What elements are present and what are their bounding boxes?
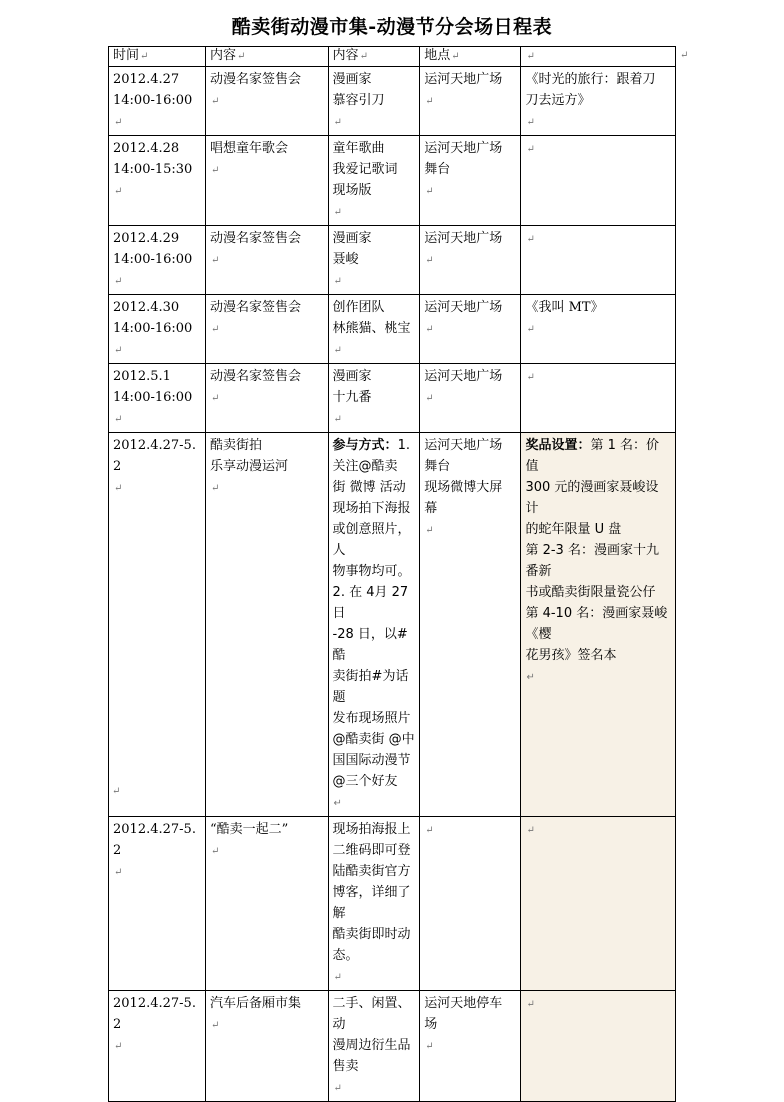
- cell-line: 唱想童年歌会: [209, 141, 288, 156]
- table-row: [109, 226, 676, 295]
- cell-line: 运河天地广场: [424, 141, 503, 156]
- cell-detail: [328, 364, 420, 433]
- cell-line: 2012.4.27-5.2: [113, 438, 196, 474]
- cell-line: 2. 在 4月 27日: [332, 585, 409, 621]
- cell-note: [521, 364, 676, 433]
- cell-line: 300 元的漫画家聂峻设计: [525, 480, 659, 516]
- cell-line: 发布现场照片: [332, 711, 411, 726]
- paragraph-mark: ↵: [333, 207, 342, 218]
- paragraph-mark: ↵: [114, 276, 123, 287]
- paragraph-mark: ↵: [526, 999, 535, 1010]
- cell-line: 现场拍下海报: [332, 501, 411, 516]
- note-label: 奖品设置：: [525, 438, 591, 453]
- paragraph-mark: ↵: [425, 186, 434, 197]
- cell-line: 第 2-3 名：漫画家十九番新: [525, 543, 659, 579]
- paragraph-mark: ↵: [333, 345, 342, 356]
- paragraph-mark: ↵: [114, 345, 123, 356]
- cell-line: 场: [424, 1017, 438, 1032]
- cell-line: 物事物均可。: [332, 564, 411, 579]
- cell-line: 十九番: [332, 390, 372, 405]
- cell-location: [420, 67, 521, 136]
- cell-line: 博客，详细了解: [332, 885, 411, 921]
- cell-line: 14:00-16:00: [113, 390, 193, 405]
- cell-line: 2012.4.28: [113, 141, 180, 156]
- cell-line: 创作团队: [332, 300, 385, 315]
- cell-line: 2012.5.1: [113, 369, 171, 384]
- paragraph-mark: ↵: [333, 972, 342, 983]
- cell-location: [420, 295, 521, 364]
- cell-detail: [328, 433, 420, 817]
- cell-line: 林熊猫、桃宝: [332, 321, 411, 336]
- paragraph-mark: ↵: [526, 825, 535, 836]
- cell-line: 运河天地停车: [424, 996, 503, 1011]
- cell-detail: [328, 295, 420, 364]
- cell-line: 陆酷卖街官方: [332, 864, 411, 879]
- paragraph-mark: ↵: [526, 324, 535, 335]
- cell-line: 第 4-10 名：漫画家聂峻《樱: [525, 606, 668, 642]
- cell-line: 2012.4.27: [113, 72, 180, 87]
- paragraph-mark: ↵: [114, 867, 123, 878]
- paragraph-mark: ↵: [425, 525, 434, 536]
- cell-line: 运河天地广场: [424, 300, 503, 315]
- cell-line: 街 微博 活动: [332, 480, 406, 495]
- cell-note: [521, 136, 676, 226]
- cell-line: 舞台: [424, 459, 451, 474]
- paragraph-mark: ↵: [425, 255, 434, 266]
- cell-line: 2012.4.30: [113, 300, 180, 315]
- header-time: 时间↵: [109, 47, 206, 67]
- table-row: [109, 67, 676, 136]
- table-row: [109, 136, 676, 226]
- paragraph-mark: ↵: [114, 483, 123, 494]
- paragraph-mark: ↵: [526, 372, 535, 383]
- paragraph-mark: ↵: [114, 186, 123, 197]
- paragraph-mark: ↵: [425, 825, 434, 836]
- cell-line: 态。: [332, 948, 359, 963]
- cell-line: 国国际动漫节: [332, 753, 411, 768]
- cell-note: [521, 817, 676, 991]
- cell-time: [109, 364, 206, 433]
- paragraph-mark: ↵: [425, 1041, 434, 1052]
- cell-line: 花男孩》签名本: [525, 648, 617, 663]
- cell-content: [205, 136, 328, 226]
- table-row: [109, 433, 676, 817]
- paragraph-mark: ↵: [526, 234, 535, 245]
- cell-line: 酷卖街拍: [209, 438, 262, 453]
- cell-line: 乐享动漫运河: [209, 459, 288, 474]
- cell-content: [205, 364, 328, 433]
- cell-line: 幕: [424, 501, 438, 516]
- page-title: 酷卖街动漫市集-动漫节分会场日程表: [231, 16, 553, 38]
- paragraph-mark: ↵: [333, 798, 342, 809]
- cell-line: 1. 关注@酷卖: [332, 438, 410, 474]
- paragraph-mark: ↵: [333, 117, 342, 128]
- cell-note: [521, 433, 676, 817]
- paragraph-mark: ↵: [333, 1083, 342, 1094]
- cell-line: 售卖: [332, 1059, 359, 1074]
- paragraph-mark: ↵: [526, 672, 535, 683]
- cell-line: 卖街拍#为话题: [332, 669, 409, 705]
- cell-time: [109, 817, 206, 991]
- cell-line: 2012.4.27-5.2: [113, 822, 196, 858]
- cell-detail: [328, 817, 420, 991]
- cell-location: [420, 364, 521, 433]
- cell-line: -28 日，以#酷: [332, 627, 408, 663]
- cell-detail: [328, 67, 420, 136]
- paragraph-mark: ↵: [210, 324, 220, 335]
- cell-content: [205, 295, 328, 364]
- cell-line: “酷卖一起二”: [209, 822, 289, 837]
- cell-line: 2012.4.27-5.2: [113, 996, 196, 1032]
- cell-detail: [328, 991, 420, 1102]
- header-location: 地点↵: [420, 47, 521, 67]
- cell-line: 刀去远方》: [525, 93, 591, 108]
- cell-note: [521, 226, 676, 295]
- cell-content: [205, 433, 328, 817]
- paragraph-mark: ↵: [526, 144, 535, 155]
- cell-line: 或创意照片，人: [332, 522, 411, 558]
- cell-line: 《我叫 MT》: [525, 300, 604, 315]
- paragraph-mark: ↵: [210, 483, 220, 494]
- cell-line: 书或酷卖街限量瓷公仔: [525, 585, 656, 600]
- paragraph-mark: ↵: [425, 393, 434, 404]
- cell-note: [521, 67, 676, 136]
- cell-line: 现场版: [332, 183, 372, 198]
- cell-detail: [328, 226, 420, 295]
- cell-line: 漫画家: [332, 369, 372, 384]
- cell-location: [420, 817, 521, 991]
- cell-line: 运河天地广场: [424, 72, 503, 87]
- cell-line: 第 1 名：价值: [525, 438, 660, 474]
- cell-note: [521, 991, 676, 1102]
- cell-line: 二维码即可登: [332, 843, 411, 858]
- cell-line: 动漫名家签售会: [209, 72, 301, 87]
- cell-time: [109, 991, 206, 1102]
- cell-note: [521, 295, 676, 364]
- cell-line: 漫画家: [332, 72, 372, 87]
- header-content: 内容↵: [205, 47, 328, 67]
- cell-line: 童年歌曲: [332, 141, 385, 156]
- paragraph-mark: ↵: [112, 786, 121, 797]
- paragraph-mark: ↵: [210, 1020, 220, 1031]
- cell-line: 14:00-16:00: [113, 252, 193, 267]
- schedule-table: [108, 46, 676, 1102]
- cell-line: 聂峻: [332, 252, 359, 267]
- cell-line: 我爱记歌词: [332, 162, 398, 177]
- cell-line: 动漫名家签售会: [209, 300, 301, 315]
- cell-time: [109, 295, 206, 364]
- cell-line: 二手、闲置、动: [332, 996, 411, 1032]
- paragraph-mark: ↵: [680, 50, 689, 61]
- cell-time: [109, 433, 206, 817]
- cell-line: 漫周边衍生品: [332, 1038, 411, 1053]
- table-row: [109, 817, 676, 991]
- cell-line: 的蛇年限量 U 盘: [525, 522, 622, 537]
- paragraph-mark: ↵: [114, 117, 123, 128]
- paragraph-mark: ↵: [114, 1041, 123, 1052]
- paragraph-mark: ↵: [210, 846, 220, 857]
- cell-line: 现场微博大屏: [424, 480, 503, 495]
- cell-line: 现场拍海报上: [332, 822, 411, 837]
- cell-line: 舞台: [424, 162, 451, 177]
- cell-location: [420, 136, 521, 226]
- paragraph-mark: ↵: [210, 255, 220, 266]
- paragraph-mark: ↵: [333, 276, 342, 287]
- cell-time: [109, 136, 206, 226]
- paragraph-mark: ↵: [333, 414, 342, 425]
- cell-line: 运河天地广场: [424, 231, 503, 246]
- cell-line: 运河天地广场: [424, 369, 503, 384]
- cell-line: 动漫名家签售会: [209, 369, 301, 384]
- cell-line: @酷卖街 @中: [332, 732, 415, 747]
- cell-line: 《时光的旅行：跟着刀: [525, 72, 656, 87]
- cell-content: [205, 67, 328, 136]
- cell-location: [420, 991, 521, 1102]
- table-row: [109, 364, 676, 433]
- cell-content: [205, 991, 328, 1102]
- paragraph-mark: ↵: [425, 96, 434, 107]
- cell-location: [420, 226, 521, 295]
- cell-line: 14:00-16:00: [113, 321, 193, 336]
- paragraph-mark: ↵: [526, 117, 535, 128]
- cell-content: [205, 817, 328, 991]
- detail-label: 参与方式：: [332, 438, 398, 453]
- cell-content: [205, 226, 328, 295]
- table-row: [109, 295, 676, 364]
- paragraph-mark: ↵: [210, 96, 220, 107]
- header-detail: 内容↵: [328, 47, 420, 67]
- cell-time: [109, 226, 206, 295]
- cell-line: 动漫名家签售会: [209, 231, 301, 246]
- cell-location: [420, 433, 521, 817]
- paragraph-mark: ↵: [210, 393, 220, 404]
- cell-line: 14:00-16:00: [113, 93, 193, 108]
- paragraph-mark: ↵: [425, 324, 434, 335]
- cell-line: 汽车后备厢市集: [209, 996, 301, 1011]
- cell-line: 运河天地广场: [424, 438, 503, 453]
- cell-line: @三个好友: [332, 774, 398, 789]
- table-header-row: [109, 47, 676, 67]
- cell-line: 慕容引刀: [332, 93, 385, 108]
- cell-line: 酷卖街即时动: [332, 927, 411, 942]
- table-row: [109, 991, 676, 1102]
- paragraph-mark: ↵: [210, 165, 220, 176]
- cell-time: [109, 67, 206, 136]
- paragraph-mark: ↵: [114, 414, 123, 425]
- cell-line: 漫画家: [332, 231, 372, 246]
- cell-line: 14:00-15:30: [113, 162, 193, 177]
- cell-detail: [328, 136, 420, 226]
- cell-line: 2012.4.29: [113, 231, 180, 246]
- header-note: ↵: [521, 47, 676, 67]
